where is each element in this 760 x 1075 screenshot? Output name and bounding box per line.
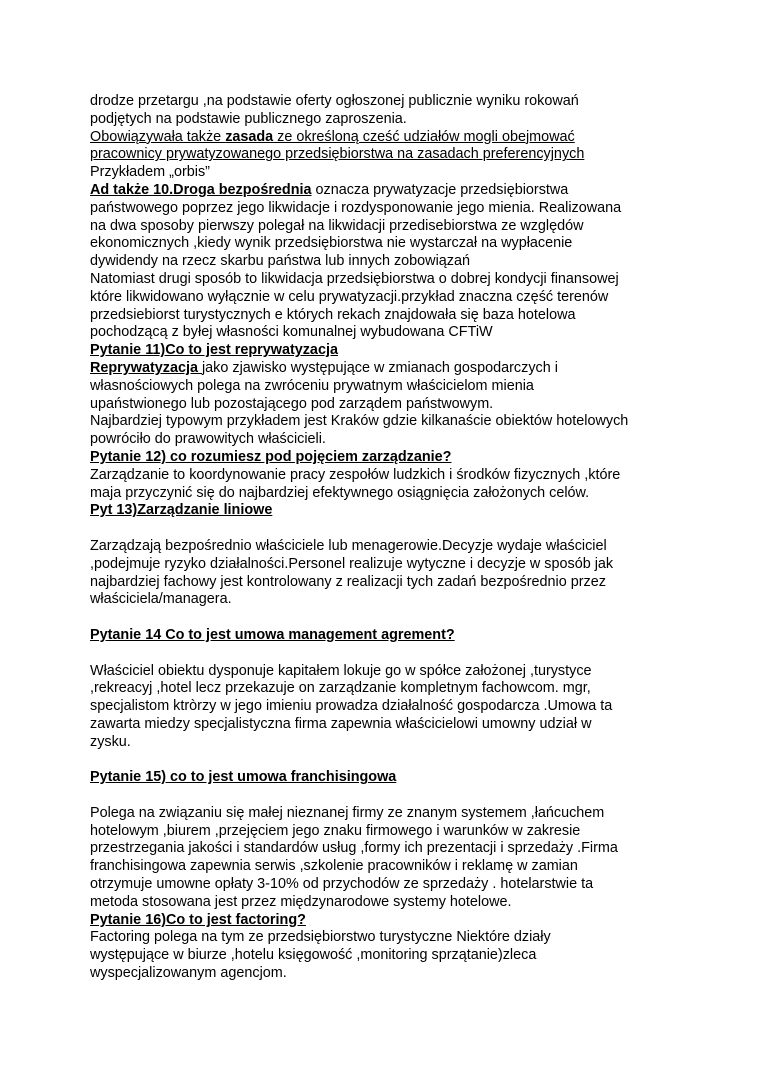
paragraph-line: na dwa sposoby pierwszy polegał na likwidacji przedisebiorstwa ze względów: [90, 217, 584, 234]
paragraph-line: specjalistom ktròrzy w jego imieniu prowadza działalność gospodarcza .Umowa ta: [90, 698, 613, 715]
paragraph-line: Zarządzanie to koordynowanie pracy zespołów ludzkich i środków fizycznych ,które: [90, 466, 621, 483]
paragraph-line: pochodzącą z byłej własności komunalnej wybudowana CFTiW: [90, 324, 493, 341]
bold-term: Reprywatyzacja: [90, 359, 202, 376]
spacer: [90, 609, 690, 627]
paragraph-line: pracownicy prywatyzowanego przedsiębiorstwa na zasadach preferencyjnych: [90, 146, 585, 163]
paragraph-line: Natomiast drugi sposób to likwidacja przedsiębiorstwa o dobrej kondycji finansowej: [90, 270, 619, 287]
paragraph-line: ,rekreacyj ,hotel lecz przekazuje on zarządzanie kompletnym fachowcom. mgr,: [90, 680, 591, 697]
section-heading: Pytanie 11)Co to jest reprywatyzacja: [90, 342, 338, 359]
paragraph-line: zysku.: [90, 733, 131, 750]
paragraph-line: otrzymuje umowne opłaty 3-10% od przychodów ze sprzedaży . hotelarstwie ta: [90, 876, 594, 893]
paragraph-line: dywidendy na rzecz skarbu państwa lub innych zobowiązań: [90, 253, 470, 270]
paragraph-line: franchisingowa zapewnia serwis ,szkolenie pracowników i reklamę w zamian: [90, 858, 578, 875]
paragraph-line: Zarządzają bezpośrednio właściciele lub menagerowie.Decyzje wydaje właściciel: [90, 537, 607, 554]
paragraph-line: własnościowych polega na zwróceniu prywatnym właścicielom mienia: [90, 377, 534, 394]
paragraph-line: Polega na związaniu się małej nieznanej firmy ze znanym systemem ,łańcuchem: [90, 804, 605, 821]
paragraph-line: upaństwionego lub pozostającego pod zarządem państwowym.: [90, 395, 494, 412]
paragraph-line: właściciela/managera.: [90, 591, 232, 608]
paragraph-line: państwowego poprzez jego likwidacje i rozdysponowanie jego mienia. Realizowana: [90, 199, 622, 216]
paragraph-line: najbardziej fachowy jest kontrolowany z realizacji tych zadań bezpośrednio przez: [90, 573, 606, 590]
paragraph-line: powróciło do prawowitych właścicieli.: [90, 431, 326, 448]
paragraph-line: przedsiebiorst turystycznych e których rekach znajdowała się baza hotelowa: [90, 306, 576, 323]
paragraph-line: [90, 360, 690, 378]
paragraph-line: drodze przetargu ,na podstawie oferty ogłoszonej publicznie wyniku rokowań: [90, 93, 579, 109]
spacer: [90, 645, 690, 663]
paragraph-line: [90, 182, 690, 200]
spacer: [90, 520, 690, 538]
section-heading: Pytanie 15) co to jest umowa franchisingowa: [90, 769, 397, 786]
text-run: Obowiązywała także: [90, 128, 226, 145]
document-page: [90, 93, 690, 983]
section-heading: Pytanie 12) co rozumiesz pod pojęciem zarządzanie?: [90, 448, 452, 465]
paragraph-line: podjętych na podstawie publicznego zaproszenia.: [90, 110, 407, 127]
paragraph-line: Factoring polega na tym ze przedsiębiorstwo turystyczne Niektóre działy: [90, 929, 551, 946]
spacer: [90, 751, 690, 769]
section-heading: Pytanie 16)Co to jest factoring?: [90, 911, 306, 928]
text-run: ze określoną cześć udziałów mogli obejmować: [273, 128, 575, 145]
paragraph-line: Najbardziej typowym przykładem jest Kraków gdzie kilkanaście obiektów hotelowych: [90, 413, 629, 430]
section-heading: Ad także 10.Droga bezpośrednia: [90, 181, 312, 198]
paragraph-line: ,podejmuje ryzyko działalności.Personel realizuje wytyczne i decyzje w sposób jak: [90, 555, 614, 572]
paragraph-line: maja przyczynić się do najbardziej efektywnego osiągnięcia założonych celów.: [90, 484, 590, 501]
paragraph-line: które likwidowano wyłącznie w celu prywatyzacji.przykład znaczna część terenów: [90, 288, 609, 305]
bold-term: zasada: [225, 128, 274, 145]
spacer: [90, 787, 690, 805]
paragraph-line: przestrzegania jakości i standardów usług ,formy ich prezentacji i sprzedaży .Firma: [90, 840, 618, 857]
paragraph-line: metoda stosowana jest przez międzynarodowe systemy hotelowe.: [90, 893, 512, 910]
paragraph-line: [90, 129, 690, 147]
paragraph-line: występujące w biurze ,hotelu księgowość ,monitoring sprzątanie)zleca: [90, 947, 537, 964]
paragraph-line: wyspecjalizowanym agencjom.: [90, 965, 287, 982]
section-heading: Pytanie 14 Co to jest umowa management agrement?: [90, 626, 455, 643]
paragraph-line: ekonomicznych ,kiedy wynik przedsiębiorstwa nie wystarczał na wypłacenie: [90, 235, 573, 252]
paragraph-line: Właściciel obiektu dysponuje kapitałem lokuje go w spółce założonej ,turystyce: [90, 662, 592, 679]
text-run: oznacza prywatyzacje przedsiębiorstwa: [311, 181, 569, 198]
paragraph-line: zawarta miedzy specjalistyczna firma zapewnia właścicielowi umowny udział w: [90, 715, 592, 732]
section-heading: Pyt 13)Zarządzanie liniowe: [90, 502, 273, 519]
paragraph-line: hotelowym ,biurem ,przejęciem jego znaku firmowego i warunków w zakresie: [90, 822, 581, 839]
text-run: jako zjawisko występujące w zmianach gospodarczych i: [201, 359, 558, 376]
paragraph-line: Przykładem „orbis”: [90, 164, 210, 181]
